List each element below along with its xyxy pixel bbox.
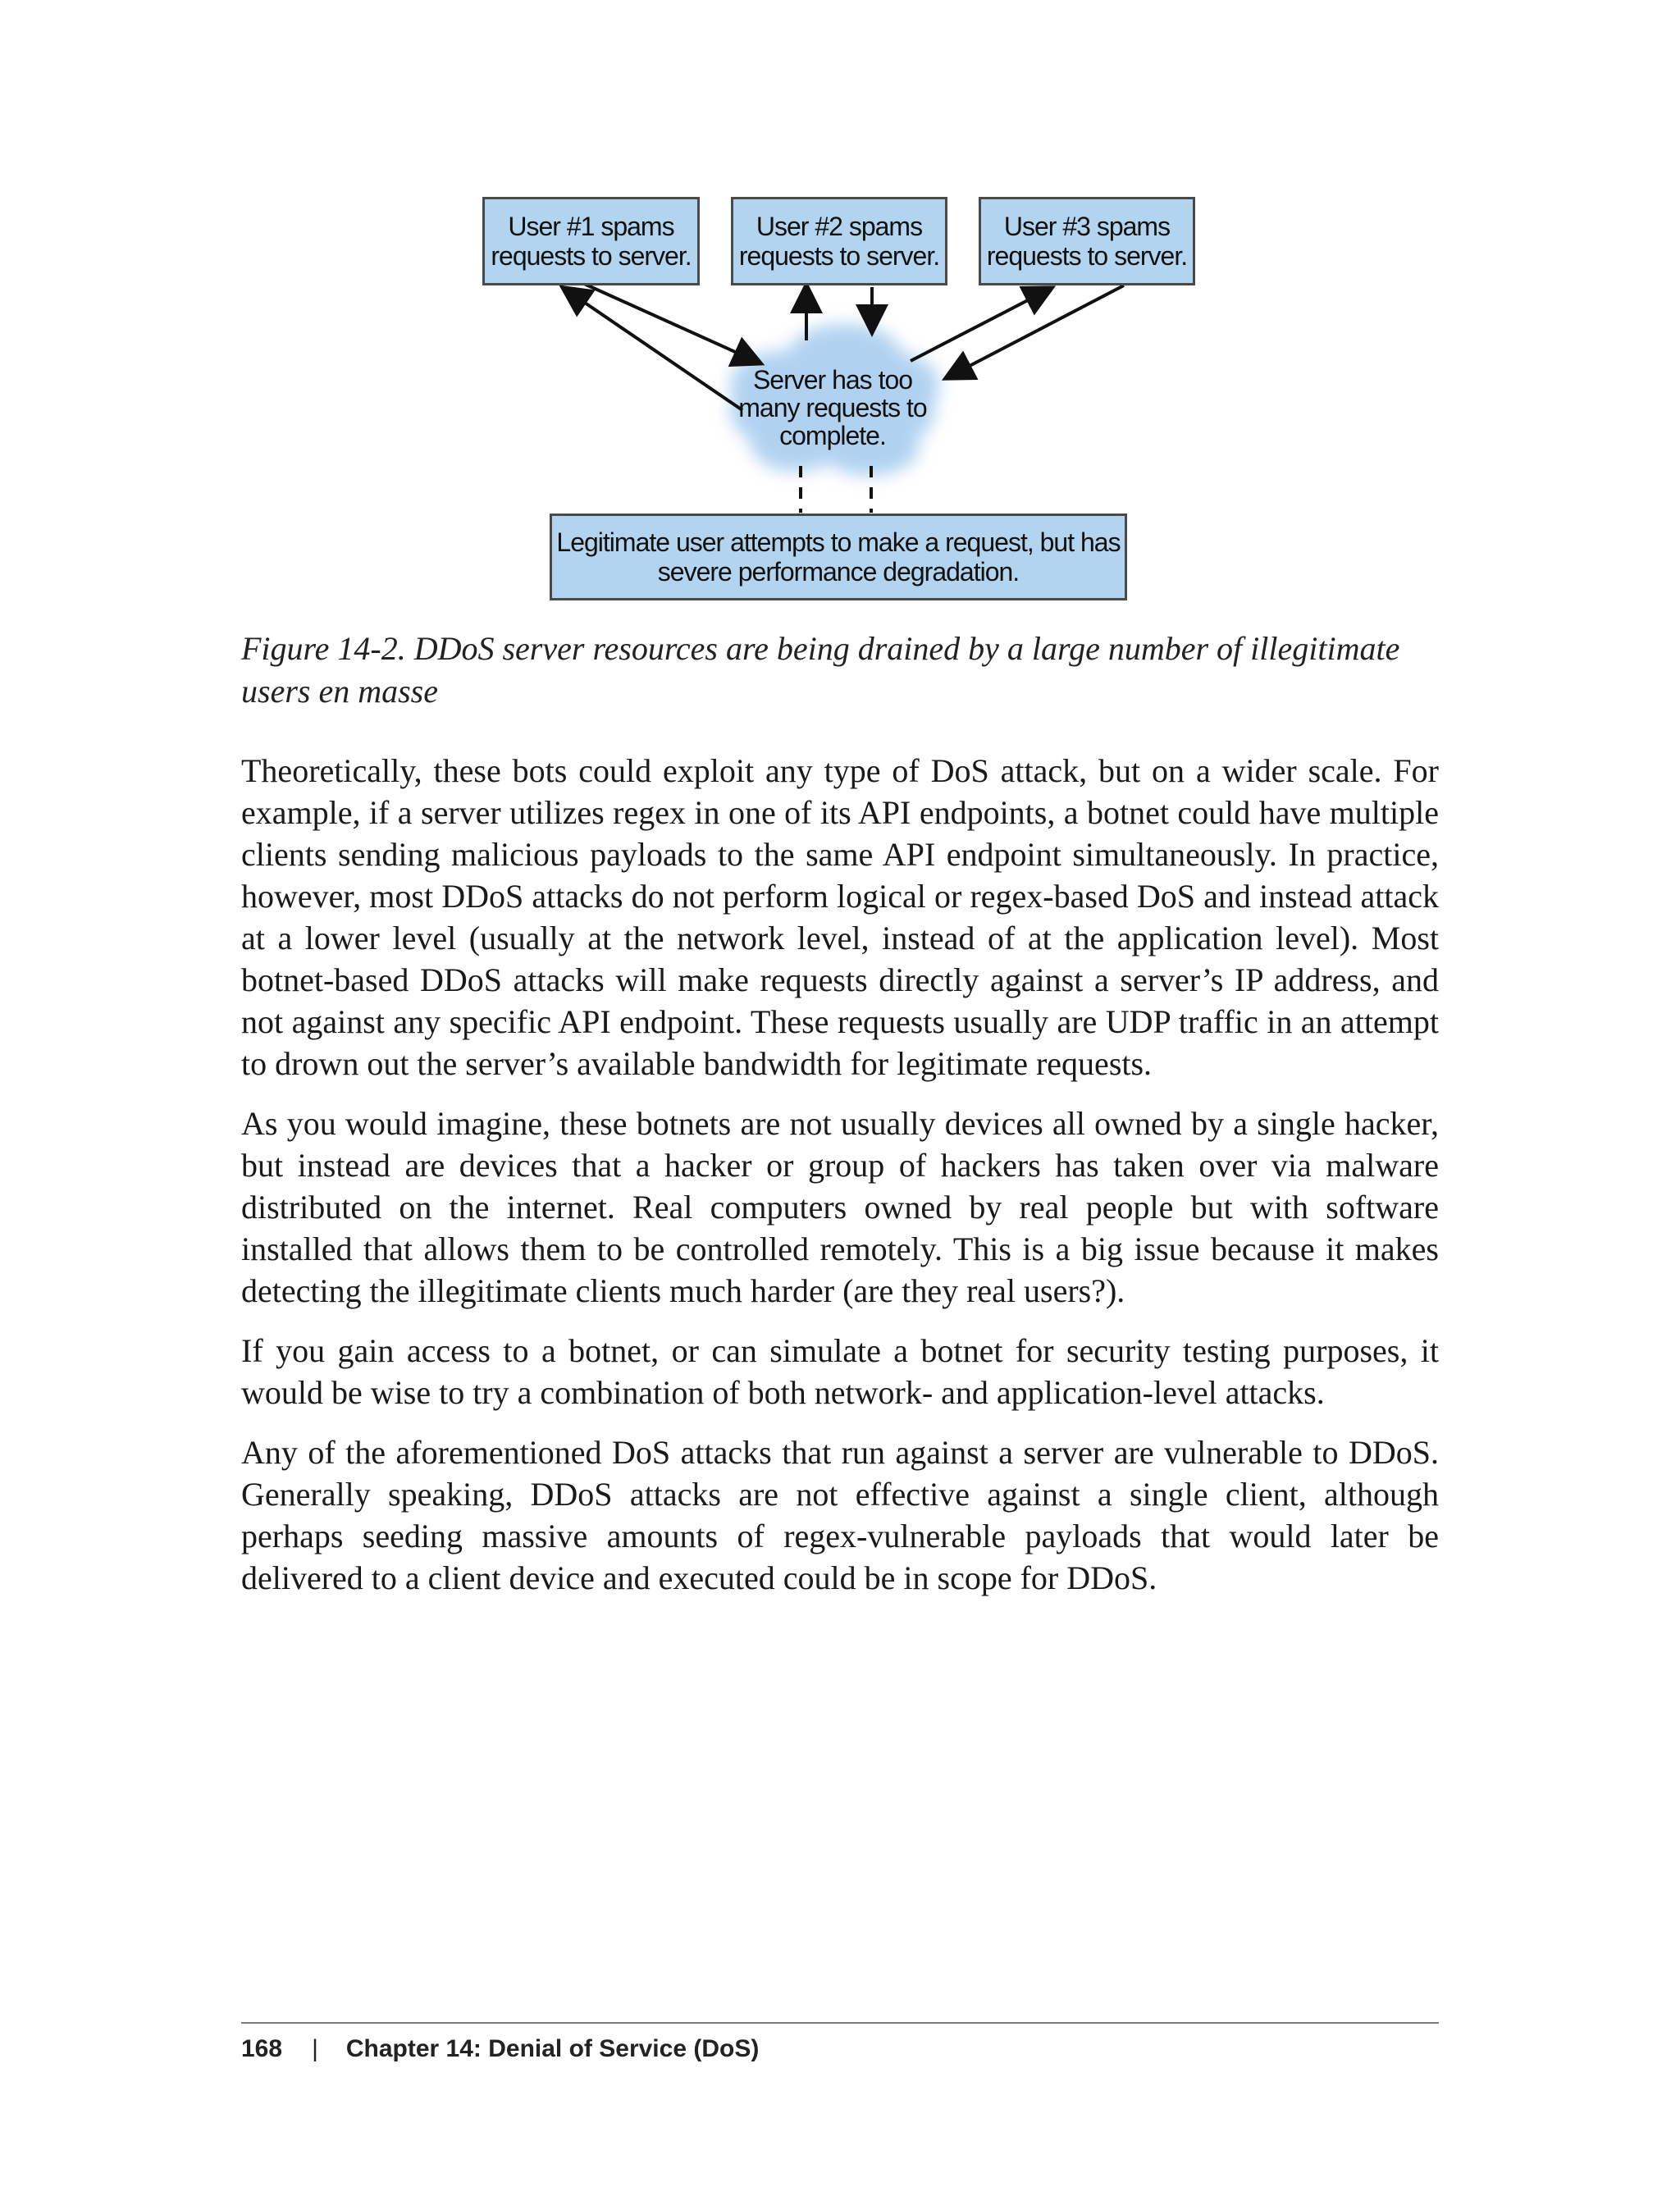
chapter-title: Chapter 14: Denial of Service (DoS) bbox=[345, 2035, 760, 2062]
legitimate-user-box: Legitimate user attempts to make a request, but has severe performance degradation. bbox=[550, 514, 1127, 600]
footer-rule bbox=[241, 2022, 1439, 2024]
paragraph: If you gain access to a botnet, or can simulate a botnet for security testing purposes, it would be wise to try a combination of both network- and application-level attacks. bbox=[241, 1332, 1439, 1411]
arrow-server-to-user1 bbox=[564, 289, 742, 410]
user1-box: User #1 spams requests to server. bbox=[482, 197, 700, 285]
body-text bbox=[241, 750, 1439, 1617]
figure-caption: Figure 14-2. DDoS server resources are being drained by a large number of illegitimate users en masse bbox=[241, 630, 1400, 710]
user3-box: User #3 spams requests to server. bbox=[979, 197, 1195, 285]
paragraph: As you would imagine, these botnets are not usually devices all owned by a single hacker, but instead are devices that a hacker or group of hackers has taken over via malware distributed on the internet. Real computers owned by real people but with software installed that allows them to be controlled remotely. This is a big issue because it makes detecting the illegitimate clients much harder (are they real users?). bbox=[241, 1105, 1439, 1309]
arrow-user3-to-server bbox=[947, 285, 1124, 377]
page-footer bbox=[241, 2033, 759, 2066]
arrow-server-to-user3 bbox=[911, 289, 1050, 361]
page-number: 168 bbox=[241, 2035, 283, 2062]
arrow-user1-to-server bbox=[582, 283, 759, 363]
user2-box: User #2 spams requests to server. bbox=[731, 197, 947, 285]
ddos-figure bbox=[0, 0, 1680, 623]
paragraph: Any of the aforementioned DoS attacks that run against a server are vulnerable to DDoS. Generally speaking, DDoS attacks are not effective against a single client, although perhaps seeding massive amounts of regex-vulnerable payloads that would later be delivered to a client device and executed could be in scope for DDoS. bbox=[241, 1434, 1439, 1596]
footer-separator: | bbox=[312, 2035, 318, 2062]
server-cloud-label: Server has too many requests to complete. bbox=[738, 365, 927, 450]
paragraph: Theoretically, these bots could exploit any type of DoS attack, but on a wider scale. For example, if a server utilizes regex in one of its API endpoints, a botnet could have multiple clients sending malicious payloads to the same API endpoint simultaneously. In practice, however, most DDoS attacks do not perform logical or regex-based DoS and instead attack at a lower level (usually at the network level, instead of at the application level). Most botnet-based DDoS attacks will make requests directly against a server’s IP address, and not against any specific API endpoint. These requests usually are UDP traffic in an attempt to drown out the server’s available bandwidth for legitimate requests. bbox=[241, 752, 1439, 1082]
